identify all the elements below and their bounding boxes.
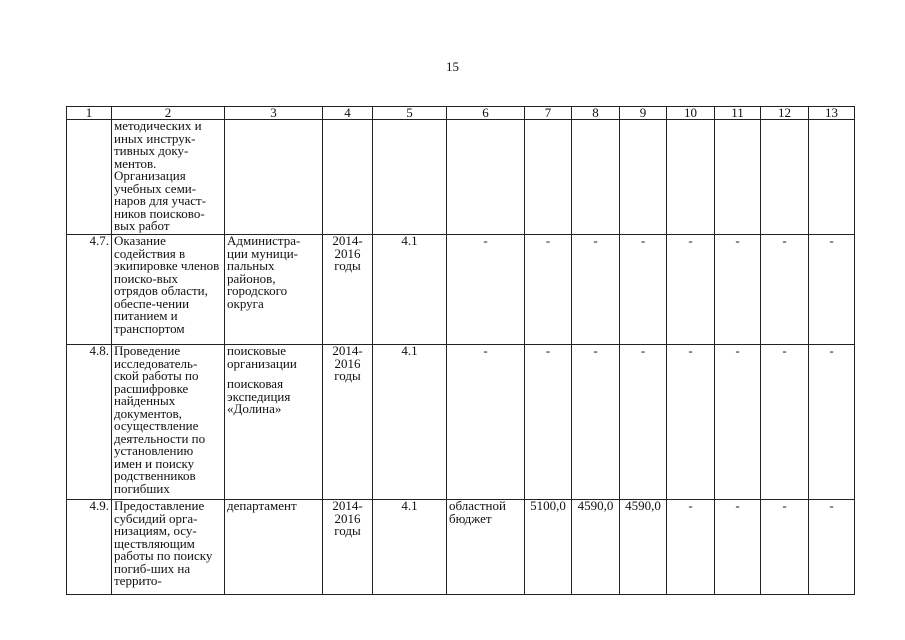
value-cell [715,120,761,235]
executor-text: департамент [225,500,323,595]
value-cell: - [572,345,620,500]
value-cell: - [525,235,572,345]
value-cell: - [620,235,667,345]
executor-secondary-text: поисковая экспедиция «Долина» [227,376,291,416]
item-number: 4.9. [67,500,112,595]
column-number-header: 1 [67,107,112,120]
period-text: 2014-2016 годы [323,345,373,500]
funding-source [447,120,525,235]
column-number-header: 10 [667,107,715,120]
item-number: 4.8. [67,345,112,500]
value-cell [761,120,809,235]
period-text [323,120,373,235]
value-cell: - [809,235,855,345]
executor-text: Администра-ции муници-пальных районов, городского округа [225,235,323,345]
program-activities-table [66,106,855,595]
column-number-header: 11 [715,107,761,120]
value-cell: - [715,345,761,500]
indicator-text [373,120,447,235]
column-number-header: 12 [761,107,809,120]
value-cell: - [667,500,715,595]
column-number-header: 7 [525,107,572,120]
activity-text: Проведение исследователь-ской работы по расшифровке найденных документов, осуществление деятельности по установлению имен и поиску родственников погибших [112,345,225,500]
value-cell: 4590,0 [572,500,620,595]
table-row [67,500,855,595]
item-number [67,120,112,235]
column-number-header: 5 [373,107,447,120]
value-cell [809,120,855,235]
value-cell: - [761,345,809,500]
table-row [67,345,855,500]
value-cell [525,120,572,235]
item-number: 4.7. [67,235,112,345]
value-cell: - [761,500,809,595]
column-number-header: 6 [447,107,525,120]
value-cell [620,120,667,235]
funding-source: - [447,235,525,345]
funding-source: - [447,345,525,500]
value-cell: - [809,345,855,500]
period-text: 2014-2016 годы [323,235,373,345]
value-cell [572,120,620,235]
value-cell: - [667,345,715,500]
value-cell: 4590,0 [620,500,667,595]
indicator-text: 4.1 [373,345,447,500]
value-cell: - [715,235,761,345]
executor-cell [225,345,323,500]
period-text: 2014-2016 годы [323,500,373,595]
column-number-header: 3 [225,107,323,120]
activity-text: методических и иных инструк-тивных доку-ментов. Организация учебных семи-наров для участ-ников поисково-вых работ [112,120,225,235]
value-cell: - [761,235,809,345]
column-number-header: 2 [112,107,225,120]
executor-text [225,120,323,235]
funding-source: областной бюджет [447,500,525,595]
value-cell: - [525,345,572,500]
column-number-header: 9 [620,107,667,120]
executor-text: поисковые организации [227,343,297,371]
activity-text: Оказание содействия в экипировке членов поиско-вых отрядов области, обеспе-чении питанием и транспортом [112,235,225,345]
value-cell: - [715,500,761,595]
value-cell: - [809,500,855,595]
column-number-header: 13 [809,107,855,120]
indicator-text: 4.1 [373,235,447,345]
value-cell [667,120,715,235]
value-cell: - [620,345,667,500]
column-number-header: 8 [572,107,620,120]
table-row [67,235,855,345]
value-cell: 5100,0 [525,500,572,595]
value-cell: - [667,235,715,345]
activity-text: Предоставление субсидий орга-низациям, осу-ществляющим работы по поиску погиб-ших на террито- [112,500,225,595]
indicator-text: 4.1 [373,500,447,595]
value-cell: - [572,235,620,345]
column-number-header: 4 [323,107,373,120]
table-row [67,120,855,235]
page-number: 15 [446,59,459,74]
